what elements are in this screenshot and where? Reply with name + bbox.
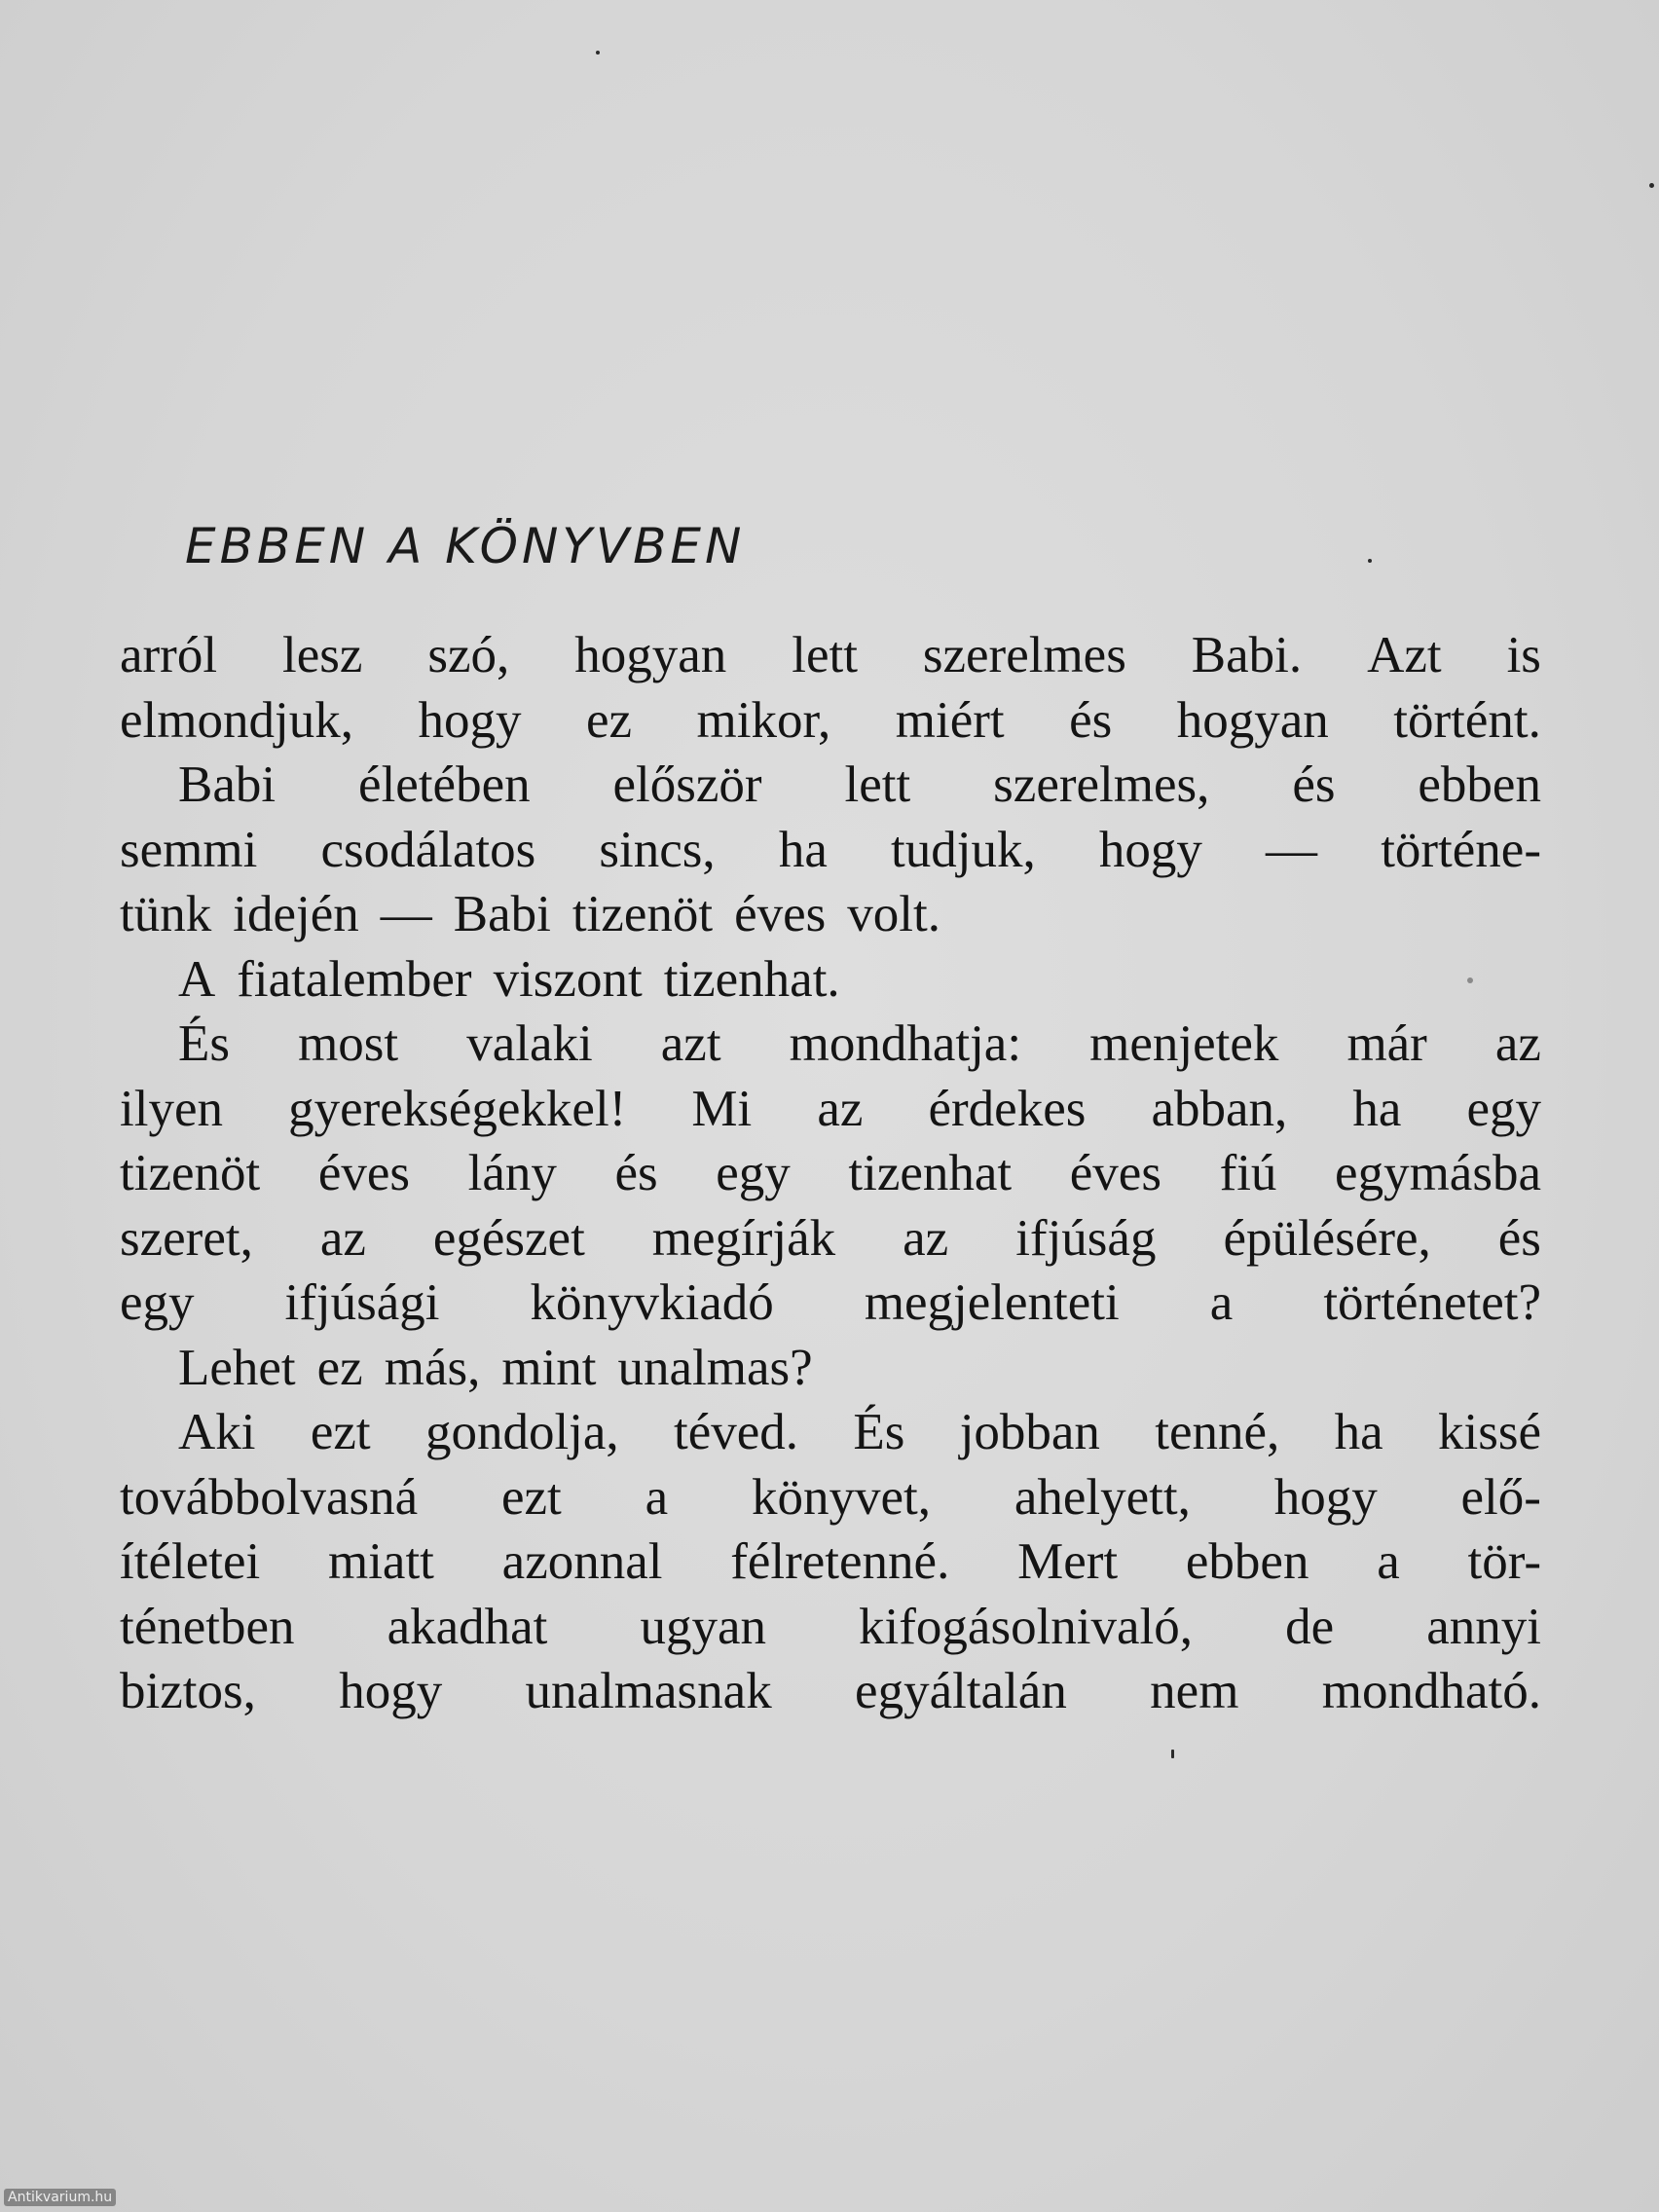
word: ha bbox=[1334, 1404, 1383, 1460]
word: miért bbox=[895, 691, 1005, 749]
word: És bbox=[178, 1015, 230, 1072]
word: valaki bbox=[466, 1015, 593, 1072]
word: miatt bbox=[327, 1533, 434, 1590]
word: nem bbox=[1150, 1663, 1239, 1719]
word: fiú bbox=[1219, 1145, 1277, 1201]
word: ítéletei bbox=[120, 1533, 261, 1590]
word: — bbox=[380, 886, 432, 942]
word: lett bbox=[844, 756, 911, 813]
ink-speck bbox=[1649, 183, 1654, 188]
word: tizenhat bbox=[848, 1145, 1013, 1201]
watermark: Antikvarium.hu bbox=[4, 2189, 116, 2206]
word: szerelmes bbox=[922, 627, 1126, 683]
word: hogy bbox=[1098, 821, 1202, 878]
word: kifogásolnivaló, bbox=[859, 1598, 1194, 1655]
word: hogy bbox=[1273, 1468, 1378, 1526]
word: lesz bbox=[282, 627, 363, 683]
word: ténetben bbox=[120, 1598, 295, 1655]
text-line bbox=[120, 1595, 1541, 1660]
word: annyi bbox=[1426, 1598, 1541, 1655]
word: A bbox=[178, 950, 216, 1008]
word: épülésére, bbox=[1223, 1209, 1431, 1267]
word: Mi bbox=[691, 1080, 753, 1137]
text-line bbox=[120, 688, 1541, 754]
word: ahelyett, bbox=[1014, 1468, 1191, 1526]
word: félretenné. bbox=[730, 1533, 950, 1590]
word: lett bbox=[792, 627, 858, 683]
text-line bbox=[120, 1400, 1541, 1465]
word: továbbolvasná bbox=[120, 1468, 419, 1526]
word: hogyan bbox=[1176, 691, 1329, 749]
word: életében bbox=[358, 756, 531, 813]
word: ifjúsági bbox=[284, 1274, 440, 1331]
word: az bbox=[319, 1209, 366, 1267]
word: abban, bbox=[1151, 1080, 1288, 1137]
word: ezt bbox=[501, 1468, 562, 1526]
text-line bbox=[120, 1465, 1541, 1530]
text-line bbox=[120, 1336, 1541, 1401]
word: kissé bbox=[1437, 1404, 1541, 1460]
word: ugyan bbox=[640, 1598, 766, 1655]
word: történt. bbox=[1393, 691, 1541, 749]
text-line bbox=[120, 1206, 1541, 1272]
word: egy bbox=[716, 1145, 791, 1201]
word: ilyen bbox=[120, 1080, 223, 1137]
word: idején bbox=[233, 886, 359, 942]
word: ha bbox=[1352, 1080, 1402, 1137]
word: gondolja, bbox=[424, 1404, 619, 1460]
text-line bbox=[120, 1141, 1541, 1206]
word: akadhat bbox=[387, 1598, 548, 1655]
word: mondható. bbox=[1321, 1663, 1541, 1719]
word: hogyan bbox=[574, 627, 727, 683]
text-line bbox=[120, 1077, 1541, 1142]
ink-speck bbox=[1368, 559, 1372, 563]
word: arról bbox=[120, 627, 218, 683]
word: érdekes bbox=[928, 1080, 1087, 1137]
word: elő- bbox=[1460, 1468, 1541, 1526]
word: egy bbox=[1466, 1080, 1541, 1137]
word: gyerekségekkel! bbox=[288, 1080, 627, 1137]
word: könyvkiadó bbox=[530, 1274, 774, 1331]
word: egymásba bbox=[1335, 1145, 1541, 1201]
word: éves bbox=[1069, 1145, 1161, 1201]
word: az bbox=[1494, 1015, 1541, 1072]
ink-speck bbox=[1171, 1750, 1174, 1758]
word: menjetek bbox=[1089, 1015, 1279, 1072]
word: az bbox=[903, 1209, 949, 1267]
word: Mert bbox=[1017, 1533, 1119, 1590]
word: lány bbox=[467, 1145, 557, 1201]
word: a bbox=[1209, 1274, 1234, 1331]
word: éves bbox=[317, 1145, 411, 1201]
ink-speck bbox=[596, 51, 600, 55]
word: ha bbox=[778, 821, 828, 878]
word: könyvet, bbox=[752, 1468, 931, 1526]
word: először bbox=[612, 756, 762, 813]
word: mint bbox=[501, 1339, 597, 1396]
word: egyáltalán bbox=[855, 1663, 1067, 1719]
word: de bbox=[1285, 1598, 1335, 1655]
word: elmondjuk, bbox=[120, 691, 353, 749]
word: ezt bbox=[310, 1404, 371, 1460]
word: ebben bbox=[1185, 1533, 1309, 1590]
word: jobban bbox=[959, 1404, 1100, 1460]
word: és bbox=[1292, 756, 1336, 813]
word: Babi. bbox=[1191, 627, 1303, 683]
text-line bbox=[120, 818, 1541, 883]
word: azonnal bbox=[501, 1533, 663, 1590]
word: egészet bbox=[432, 1209, 585, 1267]
word: ebben bbox=[1418, 756, 1541, 813]
word: a bbox=[1377, 1533, 1400, 1590]
word: sincs, bbox=[599, 821, 716, 878]
word: hogy bbox=[418, 691, 522, 749]
text-line bbox=[120, 1012, 1541, 1077]
word: Babi bbox=[453, 886, 551, 942]
word: csodálatos bbox=[320, 821, 536, 878]
text-line bbox=[120, 623, 1541, 688]
word: tizenöt bbox=[571, 886, 714, 942]
word: mikor, bbox=[696, 691, 831, 749]
word: mondhatja: bbox=[789, 1015, 1022, 1072]
word: tenné, bbox=[1155, 1404, 1280, 1460]
word: unalmasnak bbox=[525, 1663, 772, 1719]
chapter-heading: EBBEN A KÖNYVBEN bbox=[185, 518, 746, 574]
word: tizenhat. bbox=[663, 950, 840, 1008]
word: Azt bbox=[1367, 627, 1442, 683]
text-line bbox=[120, 1530, 1541, 1595]
text-line bbox=[120, 882, 1541, 947]
word: az bbox=[817, 1080, 864, 1137]
word: viszont bbox=[493, 950, 643, 1008]
word: már bbox=[1346, 1015, 1427, 1072]
word: ez bbox=[585, 691, 633, 749]
text-line bbox=[120, 753, 1541, 818]
word: egy bbox=[120, 1274, 195, 1331]
body-text bbox=[120, 623, 1541, 1724]
word: megjelenteti bbox=[864, 1274, 1120, 1331]
word: téved. bbox=[674, 1404, 799, 1460]
word: éves bbox=[734, 886, 827, 942]
word: És bbox=[853, 1404, 905, 1460]
word: is bbox=[1506, 627, 1541, 683]
word: ifjúság bbox=[1015, 1209, 1157, 1267]
word: Aki bbox=[178, 1404, 256, 1460]
word: szerelmes, bbox=[993, 756, 1210, 813]
text-line bbox=[120, 947, 1541, 1013]
word: és bbox=[1497, 1209, 1541, 1267]
ink-speck bbox=[1467, 977, 1473, 983]
word: fiatalember bbox=[237, 950, 472, 1008]
word: történe- bbox=[1381, 821, 1541, 878]
word: tizenöt bbox=[120, 1145, 261, 1201]
word: történetet? bbox=[1323, 1274, 1541, 1331]
word: ez bbox=[316, 1339, 363, 1396]
word: és bbox=[614, 1145, 658, 1201]
word: szó, bbox=[427, 627, 510, 683]
text-line bbox=[120, 1659, 1541, 1724]
word: szeret, bbox=[120, 1209, 253, 1267]
word: a bbox=[645, 1468, 669, 1526]
word: hogy bbox=[339, 1663, 443, 1719]
word: tünk bbox=[120, 886, 212, 942]
word: volt. bbox=[847, 886, 940, 942]
word: — bbox=[1266, 821, 1318, 878]
word: megírják bbox=[651, 1209, 836, 1267]
word: és bbox=[1069, 691, 1113, 749]
word: tudjuk, bbox=[891, 821, 1036, 878]
word: semmi bbox=[120, 821, 258, 878]
text-line bbox=[120, 1271, 1541, 1336]
word: biztos, bbox=[120, 1663, 256, 1719]
word: tör- bbox=[1467, 1533, 1541, 1590]
word: unalmas? bbox=[617, 1339, 813, 1396]
word: most bbox=[298, 1015, 399, 1072]
word: Lehet bbox=[178, 1339, 296, 1396]
word: más, bbox=[384, 1339, 481, 1396]
word: azt bbox=[660, 1015, 721, 1072]
word: Babi bbox=[178, 756, 276, 813]
